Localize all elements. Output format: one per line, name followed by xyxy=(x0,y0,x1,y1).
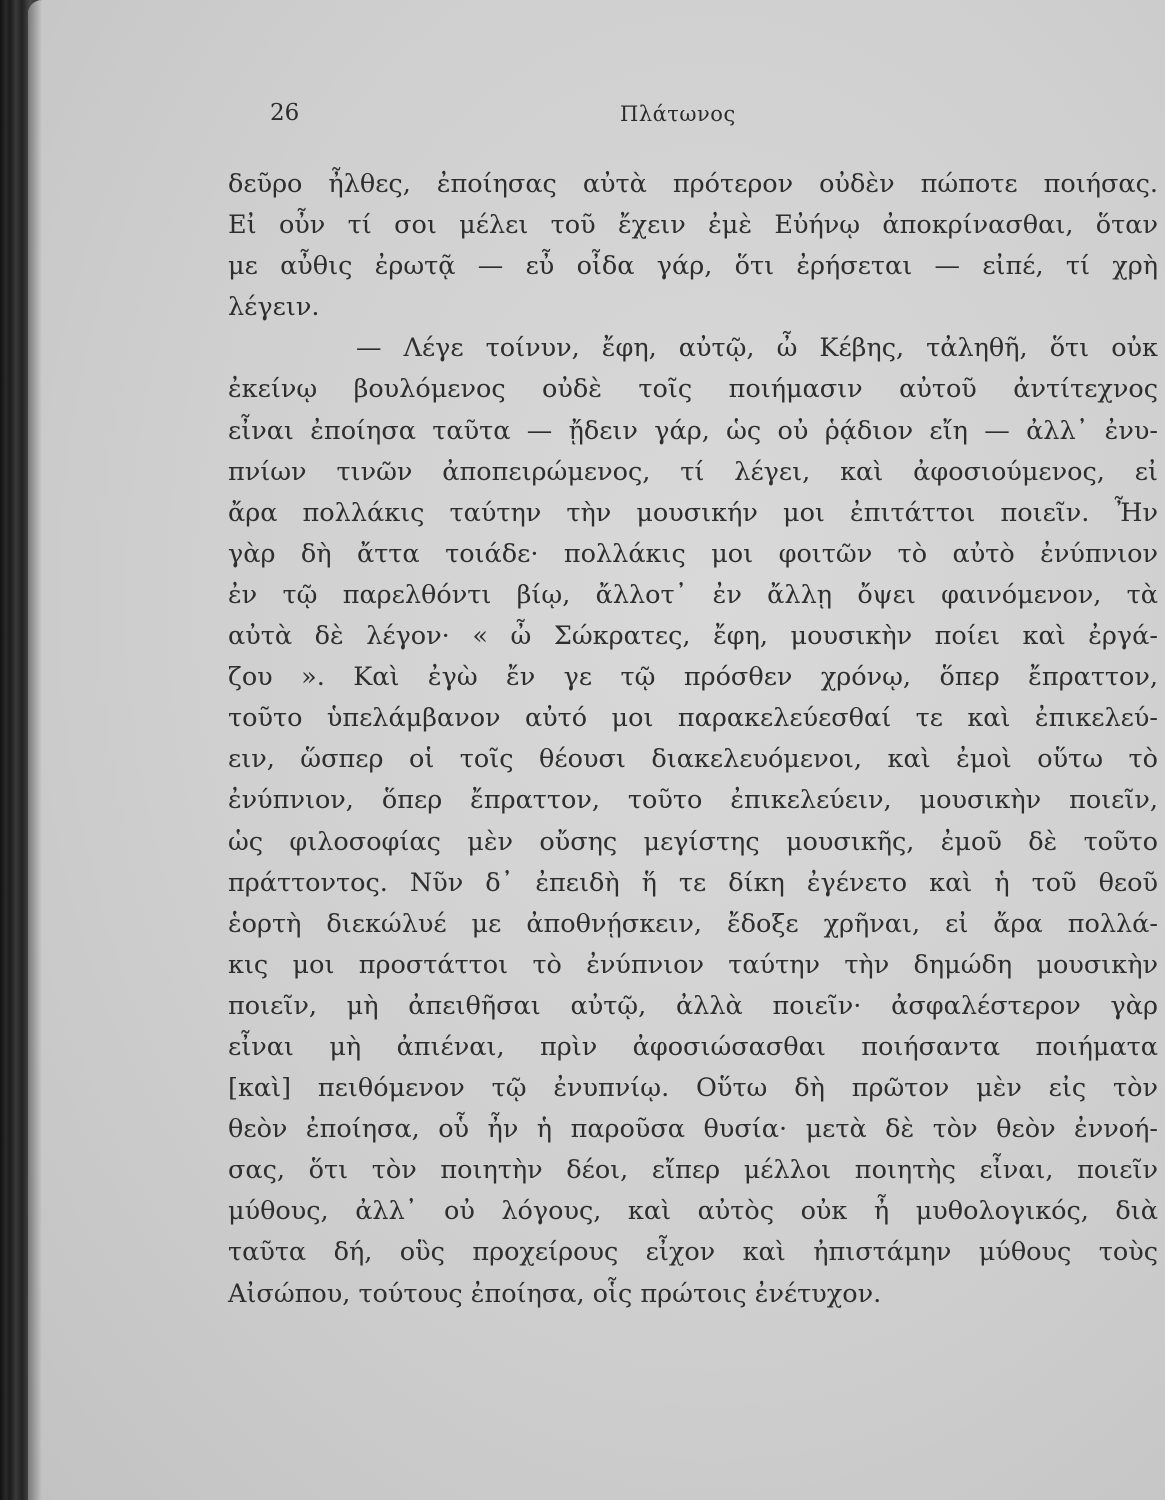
body-text xyxy=(228,164,1158,1315)
text-line: ἄρα πολλάκις ταύτην τὴν μουσικήν μοι ἐπιτάττοι ποιεῖν. Ἦν xyxy=(228,497,1158,528)
text-line: Εἰ οὖν τί σοι μέλει τοῦ ἔχειν ἐμὲ Εὐήνῳ ἀποκρίνασθαι, ὅταν xyxy=(228,210,1158,241)
text-line: σας, ὅτι τὸν ποιητὴν δέοι, εἴπερ μέλλοι ποιητὴς εἶναι, ποιεῖν xyxy=(228,1155,1158,1186)
book-page xyxy=(28,0,1165,1500)
text-line: ειν, ὥσπερ οἱ τοῖς θέουσι διακελευόμενοι, καὶ ἐμοὶ οὕτω τὸ xyxy=(228,744,1158,775)
text-line: δεῦρο ἦλθες, ἐποίησας αὐτὰ πρότερον οὐδὲν πώποτε ποιήσας. xyxy=(228,169,1158,199)
running-title: Πλάτωνος xyxy=(620,102,736,126)
text-line: αὐτὰ δὲ λέγον· « ὦ Σώκρατες, ἔφη, μουσικὴν ποίει καὶ ἐργά- xyxy=(228,621,1158,652)
text-line: ζου ». Καὶ ἐγὼ ἔν γε τῷ πρόσθεν χρόνῳ, ὅπερ ἔπραττον, xyxy=(228,662,1158,693)
text-line: — Λέγε τοίνυν, ἔφη, αὐτῷ, ὦ Κέβης, τἀληθῆ, ὅτι οὐκ xyxy=(356,333,1158,364)
text-line: ἐκείνῳ βουλόμενος οὐδὲ τοῖς ποιήμασιν αὐτοῦ ἀντίτεχνος xyxy=(228,374,1158,405)
page-number: 26 xyxy=(270,100,300,126)
text-line: θεὸν ἐποίησα, οὗ ἦν ἡ παροῦσα θυσία· μετὰ δὲ τὸν θεὸν ἐννοή- xyxy=(228,1114,1158,1145)
text-line: Αἰσώπου, τούτους ἐποίησα, οἷς πρώτοις ἐνέτυχον. xyxy=(228,1278,882,1309)
text-line: κις μοι προστάττοι τὸ ἐνύπνιον ταύτην τὴν δημώδη μουσικὴν xyxy=(228,949,1158,980)
running-head xyxy=(28,100,1165,130)
text-line: ποιεῖν, μὴ ἀπειθῆσαι αὐτῷ, ἀλλὰ ποιεῖν· ἀσφαλέστερον γὰρ xyxy=(228,990,1158,1021)
text-line: ἑορτὴ διεκώλυέ με ἀποθνῄσκειν, ἔδοξε χρῆναι, εἰ ἄρα πολλά- xyxy=(228,908,1158,939)
text-line: ταῦτα δή, οὓς προχείρους εἶχον καὶ ἠπιστάμην μύθους τοὺς xyxy=(228,1237,1158,1268)
text-line: εἶναι ἐποίησα ταῦτα — ᾔδειν γάρ, ὡς οὐ ῥᾴδιον εἴη — ἀλλ᾽ ἐνυ- xyxy=(228,415,1158,446)
text-line: μύθους, ἀλλ᾽ οὐ λόγους, καὶ αὐτὸς οὐκ ἦ μυθολογικός, διὰ xyxy=(228,1196,1158,1227)
text-line: λέγειν. xyxy=(228,292,320,323)
text-line: πράττοντος. Νῦν δ᾽ ἐπειδὴ ἥ τε δίκη ἐγένετο καὶ ἡ τοῦ θεοῦ xyxy=(228,867,1158,898)
text-line: ὡς φιλοσοφίας μὲν οὔσης μεγίστης μουσικῆς, ἐμοῦ δὲ τοῦτο xyxy=(228,826,1158,857)
text-line: πνίων τινῶν ἀποπειρώμενος, τί λέγει, καὶ ἀφοσιούμενος, εἰ xyxy=(228,456,1158,487)
text-line: [καὶ] πειθόμενον τῷ ἐνυπνίῳ. Οὕτω δὴ πρῶτον μὲν εἰς τὸν xyxy=(228,1073,1158,1104)
text-line: γὰρ δὴ ἄττα τοιάδε· πολλάκις μοι φοιτῶν τὸ αὐτὸ ἐνύπνιον xyxy=(228,538,1158,569)
text-line: εἶναι μὴ ἀπιέναι, πρὶν ἀφοσιώσασθαι ποιήσαντα ποιήματα xyxy=(228,1031,1158,1062)
text-line: ἐνύπνιον, ὅπερ ἔπραττον, τοῦτο ἐπικελεύειν, μουσικὴν ποιεῖν, xyxy=(228,785,1158,816)
text-line: ἐν τῷ παρελθόντι βίῳ, ἄλλοτ᾽ ἐν ἄλλῃ ὄψει φαινόμενον, τὰ xyxy=(228,579,1158,610)
text-line: τοῦτο ὑπελάμβανον αὐτό μοι παρακελεύεσθαί τε καὶ ἐπικελεύ- xyxy=(228,703,1158,734)
text-line: με αὖθις ἐρωτᾷ — εὖ οἶδα γάρ, ὅτι ἐρήσεται — εἰπέ, τί χρὴ xyxy=(228,251,1158,282)
